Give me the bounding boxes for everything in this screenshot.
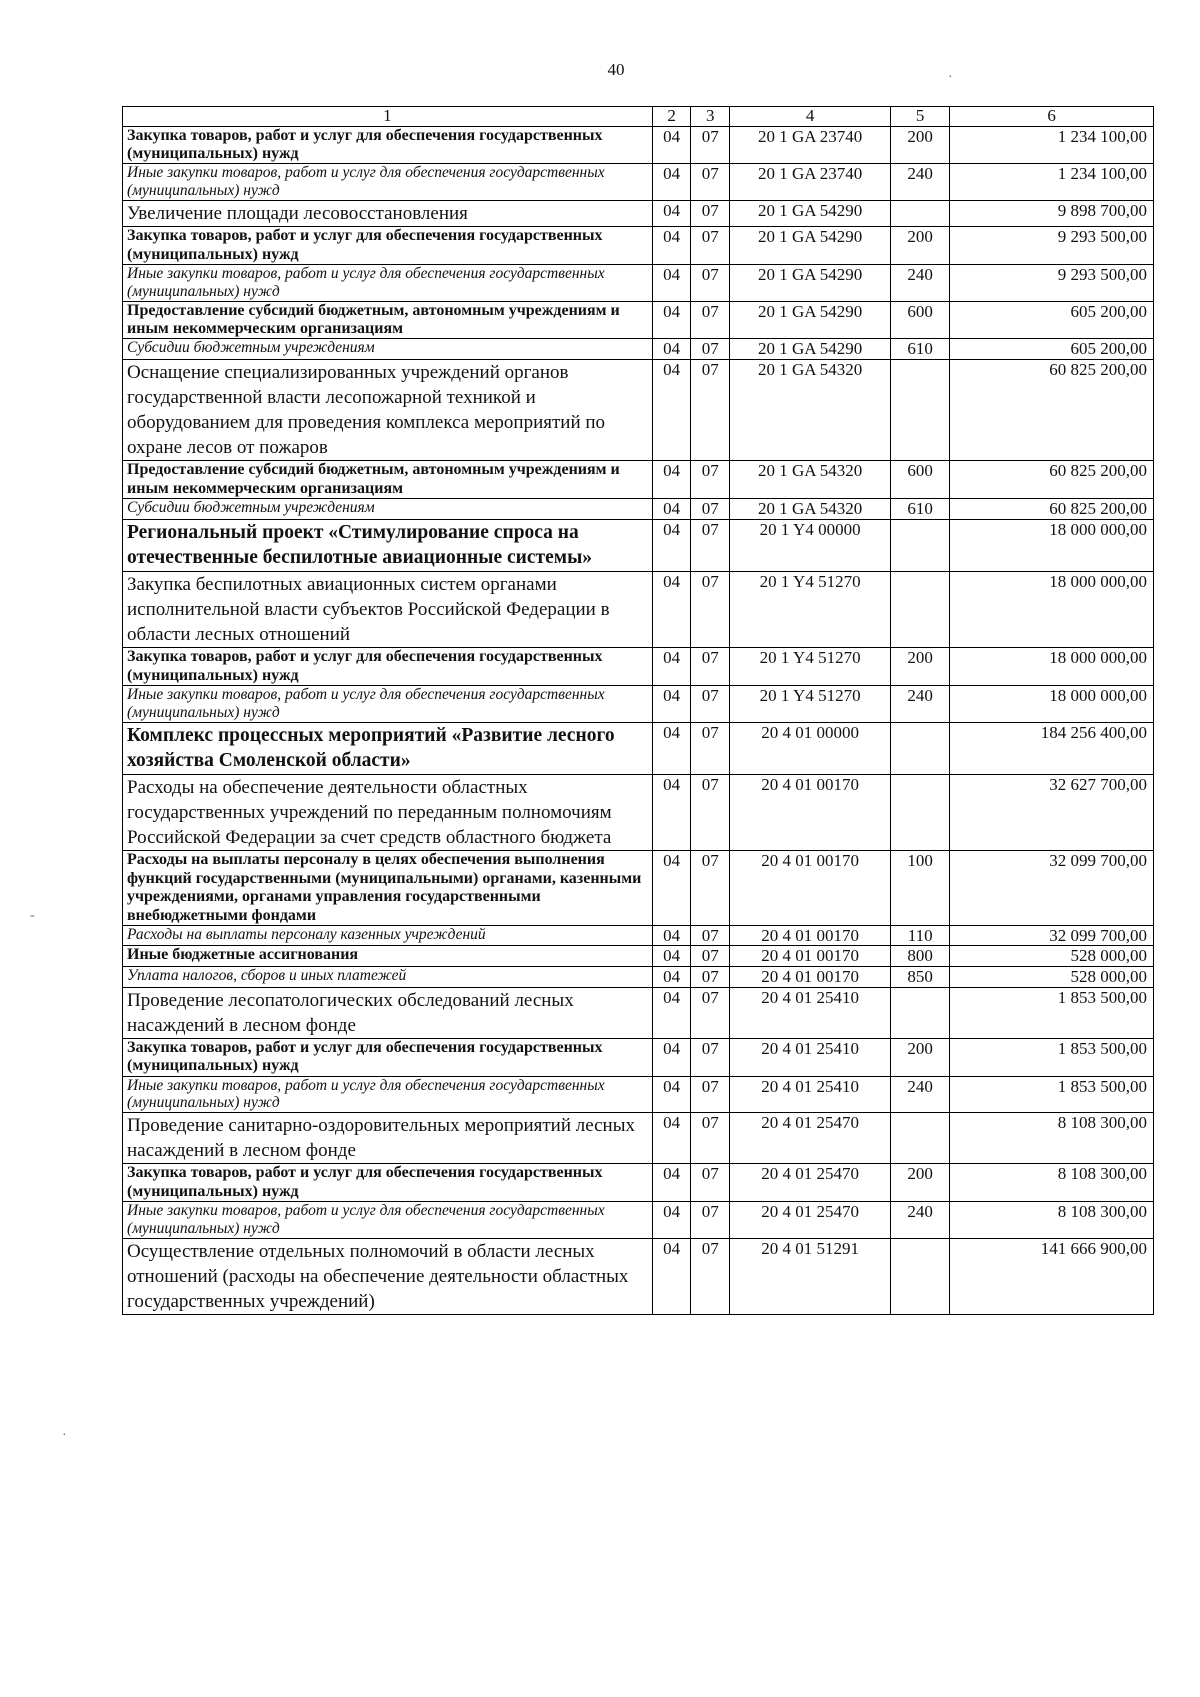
row-name: Закупка товаров, работ и услуг для обеспечения государственных (муниципальных) нужд [123, 126, 653, 164]
row-expense-type: 200 [891, 648, 950, 686]
table-row [123, 164, 1154, 201]
row-amount: 1 234 100,00 [950, 164, 1154, 201]
row-subsection: 07 [691, 851, 730, 926]
row-subsection: 07 [691, 648, 730, 686]
row-target-code: 20 1 GA 54320 [730, 461, 891, 499]
header-col-4: 4 [730, 107, 891, 127]
row-amount: 9 293 500,00 [950, 264, 1154, 301]
row-expense-type [891, 572, 950, 648]
row-expense-type [891, 519, 950, 571]
row-amount: 32 099 700,00 [950, 851, 1154, 926]
row-amount: 9 293 500,00 [950, 227, 1154, 265]
row-target-code: 20 1 Y4 00000 [730, 519, 891, 571]
row-name: Иные закупки товаров, работ и услуг для обеспечения государственных (муниципальных) нужд [123, 686, 653, 723]
row-section: 04 [652, 722, 691, 774]
table-row [123, 851, 1154, 926]
row-target-code: 20 1 GA 23740 [730, 126, 891, 164]
row-subsection: 07 [691, 499, 730, 520]
row-section: 04 [652, 967, 691, 988]
row-subsection: 07 [691, 227, 730, 265]
table-row [123, 264, 1154, 301]
table-row [123, 648, 1154, 686]
row-amount: 1 853 500,00 [950, 987, 1154, 1038]
scan-mark: - [30, 908, 35, 923]
row-subsection: 07 [691, 164, 730, 201]
row-name: Проведение лесопатологических обследований лесных насаждений в лесном фонде [123, 987, 653, 1038]
row-expense-type: 200 [891, 227, 950, 265]
row-section: 04 [652, 1202, 691, 1239]
row-name: Предоставление субсидий бюджетным, автономным учреждениям и иным некоммерческим организациям [123, 301, 653, 339]
row-expense-type: 240 [891, 264, 950, 301]
row-subsection: 07 [691, 339, 730, 360]
row-target-code: 20 4 01 00170 [730, 775, 891, 851]
row-section: 04 [652, 359, 691, 460]
row-target-code: 20 1 GA 54290 [730, 264, 891, 301]
row-expense-type: 200 [891, 1164, 950, 1202]
row-expense-type [891, 1113, 950, 1164]
row-expense-type: 110 [891, 925, 950, 946]
row-expense-type [891, 775, 950, 851]
row-section: 04 [652, 461, 691, 499]
row-name: Региональный проект «Стимулирование спроса на отечественные беспилотные авиационные системы» [123, 519, 653, 571]
row-expense-type: 240 [891, 1202, 950, 1239]
row-section: 04 [652, 126, 691, 164]
table-row [123, 722, 1154, 774]
table-row [123, 519, 1154, 571]
row-section: 04 [652, 1238, 691, 1314]
row-subsection: 07 [691, 1076, 730, 1113]
table-row [123, 126, 1154, 164]
row-target-code: 20 4 01 25410 [730, 1076, 891, 1113]
row-section: 04 [652, 1164, 691, 1202]
row-subsection: 07 [691, 775, 730, 851]
scan-mark: · [948, 70, 953, 85]
row-section: 04 [652, 775, 691, 851]
row-subsection: 07 [691, 461, 730, 499]
row-section: 04 [652, 499, 691, 520]
row-section: 04 [652, 227, 691, 265]
table-row [123, 499, 1154, 520]
row-expense-type: 240 [891, 1076, 950, 1113]
row-section: 04 [652, 519, 691, 571]
table-body [123, 126, 1154, 1314]
row-name: Иные закупки товаров, работ и услуг для обеспечения государственных (муниципальных) нужд [123, 264, 653, 301]
row-expense-type: 240 [891, 686, 950, 723]
row-expense-type: 200 [891, 1038, 950, 1076]
row-subsection: 07 [691, 1164, 730, 1202]
row-name: Проведение санитарно-оздоровительных мероприятий лесных насаждений в лесном фонде [123, 1113, 653, 1164]
row-target-code: 20 1 GA 23740 [730, 164, 891, 201]
row-amount: 8 108 300,00 [950, 1202, 1154, 1239]
row-subsection: 07 [691, 987, 730, 1038]
row-section: 04 [652, 987, 691, 1038]
row-section: 04 [652, 686, 691, 723]
row-subsection: 07 [691, 967, 730, 988]
row-amount: 18 000 000,00 [950, 572, 1154, 648]
table-row [123, 201, 1154, 227]
header-col-6: 6 [950, 107, 1154, 127]
row-expense-type: 800 [891, 946, 950, 967]
row-section: 04 [652, 851, 691, 926]
row-name: Субсидии бюджетным учреждениям [123, 499, 653, 520]
row-name: Расходы на обеспечение деятельности областных государственных учреждений по переданным полномочиям Российской Федерации за счет средств областного бюджета [123, 775, 653, 851]
row-target-code: 20 1 Y4 51270 [730, 572, 891, 648]
row-amount: 1 853 500,00 [950, 1076, 1154, 1113]
row-subsection: 07 [691, 519, 730, 571]
row-amount: 8 108 300,00 [950, 1113, 1154, 1164]
row-amount: 18 000 000,00 [950, 648, 1154, 686]
row-expense-type: 600 [891, 461, 950, 499]
row-name: Осуществление отдельных полномочий в области лесных отношений (расходы на обеспечение деятельности областных государственных учреждений) [123, 1238, 653, 1314]
table-row [123, 946, 1154, 967]
row-subsection: 07 [691, 686, 730, 723]
row-target-code: 20 1 Y4 51270 [730, 686, 891, 723]
row-name: Иные бюджетные ассигнования [123, 946, 653, 967]
row-amount: 60 825 200,00 [950, 461, 1154, 499]
table-row [123, 359, 1154, 460]
row-subsection: 07 [691, 722, 730, 774]
table-row [123, 227, 1154, 265]
row-expense-type: 240 [891, 164, 950, 201]
row-target-code: 20 4 01 25410 [730, 987, 891, 1038]
header-col-3: 3 [691, 107, 730, 127]
table-row [123, 1038, 1154, 1076]
row-subsection: 07 [691, 1038, 730, 1076]
row-subsection: 07 [691, 264, 730, 301]
row-target-code: 20 4 01 25470 [730, 1202, 891, 1239]
row-amount: 32 627 700,00 [950, 775, 1154, 851]
table-row [123, 1164, 1154, 1202]
table-row [123, 686, 1154, 723]
row-amount: 1 853 500,00 [950, 1038, 1154, 1076]
row-subsection: 07 [691, 1238, 730, 1314]
row-expense-type [891, 201, 950, 227]
row-amount: 528 000,00 [950, 946, 1154, 967]
table-row [123, 461, 1154, 499]
row-name: Закупка товаров, работ и услуг для обеспечения государственных (муниципальных) нужд [123, 227, 653, 265]
row-subsection: 07 [691, 1202, 730, 1239]
row-target-code: 20 1 GA 54320 [730, 359, 891, 460]
row-subsection: 07 [691, 126, 730, 164]
budget-table [122, 106, 1154, 1315]
table-row [123, 1238, 1154, 1314]
row-expense-type: 200 [891, 126, 950, 164]
row-subsection: 07 [691, 572, 730, 648]
row-target-code: 20 4 01 25470 [730, 1164, 891, 1202]
header-row [123, 107, 1154, 127]
row-expense-type [891, 987, 950, 1038]
row-target-code: 20 1 GA 54290 [730, 227, 891, 265]
row-subsection: 07 [691, 301, 730, 339]
row-expense-type [891, 1238, 950, 1314]
row-name: Закупка беспилотных авиационных систем органами исполнительной власти субъектов Российской Федерации в области лесных отношений [123, 572, 653, 648]
table-header [123, 107, 1154, 127]
row-amount: 605 200,00 [950, 339, 1154, 360]
row-target-code: 20 4 01 00170 [730, 946, 891, 967]
row-section: 04 [652, 946, 691, 967]
row-expense-type: 610 [891, 499, 950, 520]
row-name: Закупка товаров, работ и услуг для обеспечения государственных (муниципальных) нужд [123, 648, 653, 686]
row-target-code: 20 1 Y4 51270 [730, 648, 891, 686]
table-row [123, 1076, 1154, 1113]
header-col-1: 1 [123, 107, 653, 127]
row-name: Закупка товаров, работ и услуг для обеспечения государственных (муниципальных) нужд [123, 1164, 653, 1202]
row-name: Расходы на выплаты персоналу казенных учреждений [123, 925, 653, 946]
row-amount: 1 234 100,00 [950, 126, 1154, 164]
row-amount: 605 200,00 [950, 301, 1154, 339]
table-row [123, 1202, 1154, 1239]
row-target-code: 20 1 GA 54290 [730, 339, 891, 360]
row-expense-type: 610 [891, 339, 950, 360]
row-section: 04 [652, 264, 691, 301]
row-subsection: 07 [691, 359, 730, 460]
row-name: Субсидии бюджетным учреждениям [123, 339, 653, 360]
row-target-code: 20 4 01 00170 [730, 967, 891, 988]
row-section: 04 [652, 164, 691, 201]
row-section: 04 [652, 301, 691, 339]
row-name: Предоставление субсидий бюджетным, автономным учреждениям и иным некоммерческим организациям [123, 461, 653, 499]
row-section: 04 [652, 1113, 691, 1164]
row-amount: 9 898 700,00 [950, 201, 1154, 227]
row-name: Иные закупки товаров, работ и услуг для обеспечения государственных (муниципальных) нужд [123, 1202, 653, 1239]
row-expense-type: 600 [891, 301, 950, 339]
row-section: 04 [652, 925, 691, 946]
row-target-code: 20 4 01 00170 [730, 851, 891, 926]
row-expense-type [891, 359, 950, 460]
table-row [123, 925, 1154, 946]
row-subsection: 07 [691, 1113, 730, 1164]
row-name: Оснащение специализированных учреждений органов государственной власти лесопожарной техникой и оборудованием для проведения комплекса мероприятий по охране лесов от пожаров [123, 359, 653, 460]
row-amount: 528 000,00 [950, 967, 1154, 988]
row-expense-type: 100 [891, 851, 950, 926]
table-row [123, 987, 1154, 1038]
row-target-code: 20 4 01 00000 [730, 722, 891, 774]
row-section: 04 [652, 201, 691, 227]
table-row [123, 775, 1154, 851]
row-amount: 8 108 300,00 [950, 1164, 1154, 1202]
row-expense-type [891, 722, 950, 774]
header-col-2: 2 [652, 107, 691, 127]
header-col-5: 5 [891, 107, 950, 127]
table-row [123, 572, 1154, 648]
row-target-code: 20 1 GA 54290 [730, 301, 891, 339]
row-subsection: 07 [691, 201, 730, 227]
row-subsection: 07 [691, 946, 730, 967]
row-name: Уплата налогов, сборов и иных платежей [123, 967, 653, 988]
row-name: Иные закупки товаров, работ и услуг для обеспечения государственных (муниципальных) нужд [123, 1076, 653, 1113]
row-subsection: 07 [691, 925, 730, 946]
table-row [123, 301, 1154, 339]
row-amount: 60 825 200,00 [950, 499, 1154, 520]
row-section: 04 [652, 1038, 691, 1076]
table-row [123, 967, 1154, 988]
row-amount: 18 000 000,00 [950, 519, 1154, 571]
row-amount: 141 666 900,00 [950, 1238, 1154, 1314]
row-target-code: 20 1 GA 54320 [730, 499, 891, 520]
row-expense-type: 850 [891, 967, 950, 988]
row-target-code: 20 4 01 25470 [730, 1113, 891, 1164]
row-target-code: 20 4 01 25410 [730, 1038, 891, 1076]
row-section: 04 [652, 1076, 691, 1113]
row-section: 04 [652, 339, 691, 360]
row-name: Увеличение площади лесовосстановления [123, 201, 653, 227]
row-amount: 18 000 000,00 [950, 686, 1154, 723]
row-name: Расходы на выплаты персоналу в целях обеспечения выполнения функций государственными (муниципальными) органами, казенными учреждениями, органами управления государственными внебюджетными фондами [123, 851, 653, 926]
scan-mark: · [62, 1428, 67, 1443]
table-row [123, 339, 1154, 360]
row-section: 04 [652, 572, 691, 648]
row-name: Иные закупки товаров, работ и услуг для обеспечения государственных (муниципальных) нужд [123, 164, 653, 201]
row-name: Комплекс процессных мероприятий «Развитие лесного хозяйства Смоленской области» [123, 722, 653, 774]
row-name: Закупка товаров, работ и услуг для обеспечения государственных (муниципальных) нужд [123, 1038, 653, 1076]
row-amount: 184 256 400,00 [950, 722, 1154, 774]
row-target-code: 20 1 GA 54290 [730, 201, 891, 227]
page-number: 40 [607, 60, 625, 79]
row-amount: 60 825 200,00 [950, 359, 1154, 460]
row-target-code: 20 4 01 51291 [730, 1238, 891, 1314]
row-amount: 32 099 700,00 [950, 925, 1154, 946]
row-target-code: 20 4 01 00170 [730, 925, 891, 946]
row-section: 04 [652, 648, 691, 686]
table-row [123, 1113, 1154, 1164]
